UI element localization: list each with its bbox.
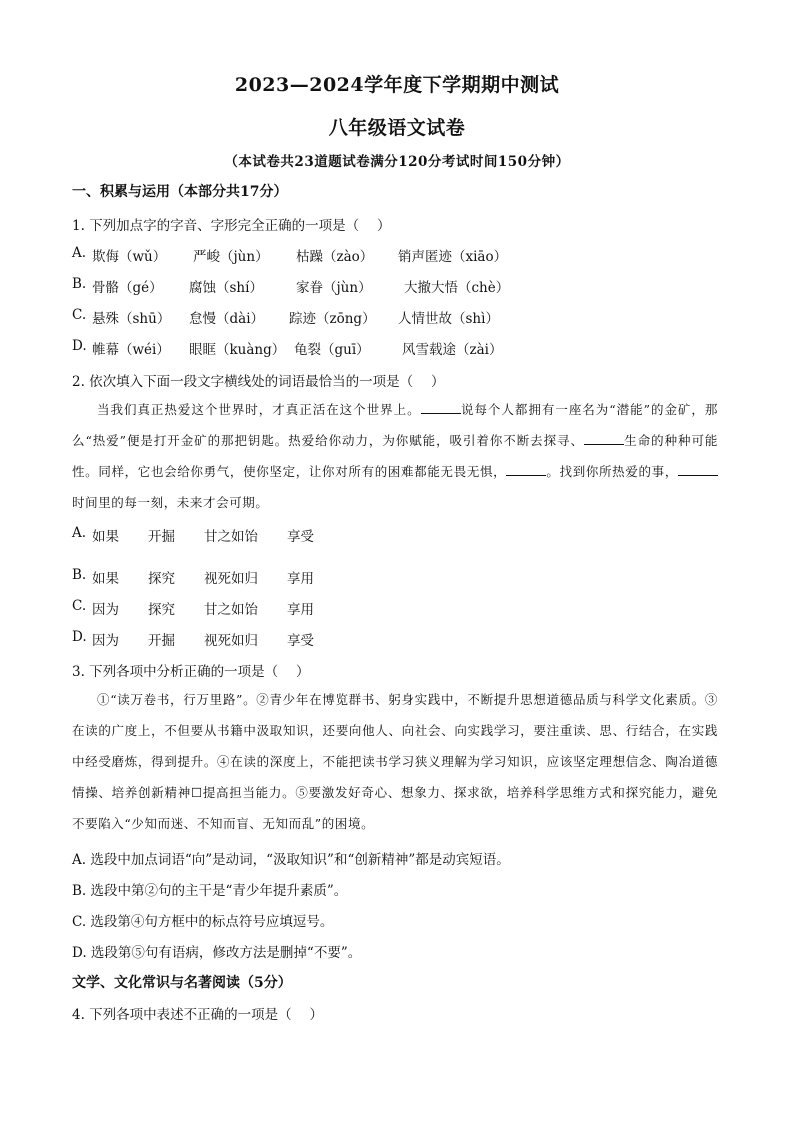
passage-text: 说每个人都拥有一座名为“潜能”的金矿，那么“热爱”便是打开金矿的那把钥匙。热爱给你动力，为你赋能，吸引着你不断去探寻、 (72, 402, 718, 448)
option-word: 因为 (92, 633, 119, 649)
fill-blank-3 (506, 464, 546, 476)
option-word: 甘之如饴 (204, 529, 258, 545)
option-word: 开掘 (148, 529, 175, 545)
option-word: 怠慢（dài） (189, 311, 265, 327)
section-heading-1: 一、积累与运用（本部分共17分） (72, 184, 288, 200)
fill-blank-1 (421, 402, 461, 414)
option-word: 如果 (92, 529, 119, 545)
question-3-option-b: B. 选段中第②句的主干是“青少年提升素质”。 (72, 883, 348, 899)
option-word: 探究 (148, 602, 175, 618)
option-word: 悬殊（shū） (92, 311, 171, 327)
question-4-stem: 4. 下列各项中表述不正确的一项是（ ） (72, 1007, 323, 1023)
option-word: 探究 (148, 571, 175, 587)
option-word: 销声匿迹（xiāo） (398, 249, 508, 265)
passage-text: 生命的种种可能性。同样，它也会给你勇气，使你坚定，让你对所有的困难都能无畏无惧， (72, 433, 718, 479)
option-label: B. (72, 276, 87, 292)
option-label: C. (72, 598, 87, 614)
question-3-option-d: D. 选段第⑤句有语病，修改方法是删掉“不要”。 (72, 945, 362, 961)
question-3-option-c: C. 选段第④句方框中的标点符号应填逗号。 (72, 914, 334, 930)
option-word: 龟裂（guī） (294, 342, 370, 358)
option-label: B. (72, 567, 87, 583)
option-label: A. (72, 525, 87, 541)
question-2-passage (72, 394, 718, 518)
option-word: 家眷（jùn） (296, 280, 372, 296)
question-3-stem: 3. 下列各项中分析正确的一项是（ ） (72, 664, 310, 680)
option-word: 帷幕（wéi） (92, 342, 170, 358)
passage-text: 。找到你所热爱的事， (546, 464, 678, 479)
option-label: D. (72, 338, 87, 354)
option-word: 踪迹（zōng） (289, 311, 376, 327)
option-word: 享受 (287, 633, 314, 649)
fill-blank-4 (678, 464, 718, 476)
question-2-stem: 2. 依次填入下面一段文字横线处的词语最恰当的一项是（ ） (72, 374, 445, 390)
option-word: 严峻（jùn） (193, 249, 269, 265)
option-word: 人情世故（shì） (398, 311, 499, 327)
option-word: 开掘 (148, 633, 175, 649)
exam-note: （本试卷共23道题试卷满分120分考试时间150分钟） (224, 154, 570, 170)
section-heading-2: 文学、文化常识与名著阅读（5分） (72, 975, 292, 991)
option-word: 眼眶（kuàng） (189, 342, 286, 358)
question-1-stem: 1. 下列加点字的字音、字形完全正确的一项是（ ） (72, 218, 391, 234)
option-word: 腐蚀（shí） (189, 280, 263, 296)
option-label: C. (72, 307, 87, 323)
option-word: 欺侮（wǔ） (92, 249, 167, 265)
option-word: 枯躁（zào） (296, 249, 374, 265)
question-3-option-a: A. 选段中加点词语“向”是动词，“汲取知识”和“创新精神”都是动宾短语。 (72, 852, 510, 868)
fill-blank-2 (584, 433, 624, 445)
option-word: 如果 (92, 571, 119, 587)
option-word: 风雪载途（zài） (402, 342, 503, 358)
option-word: 享用 (287, 571, 314, 587)
option-word: 视死如归 (204, 633, 258, 649)
option-label: D. (72, 629, 87, 645)
passage-text: 时间里的每一刻，未来才会可期。 (72, 495, 269, 510)
option-word: 大撤大悟（chè） (404, 280, 510, 296)
option-word: 享受 (287, 529, 314, 545)
exam-subtitle: 八年级语文试卷 (328, 117, 466, 139)
option-word: 视死如归 (204, 571, 258, 587)
option-word: 甘之如饴 (204, 602, 258, 618)
exam-title: 2023—2024学年度下学期期中测试 (234, 74, 560, 96)
option-word: 享用 (287, 602, 314, 618)
option-word: 因为 (92, 602, 119, 618)
option-label: A. (72, 245, 87, 261)
passage-text: 当我们真正热爱这个世界时，才真正活在这个世界上。 (97, 402, 421, 417)
option-word: 骨骼（gé） (92, 280, 163, 296)
question-3-passage: ①“读万卷书，行万里路”。②青少年在博览群书、躬身实践中，不断提升思想道德品质与科学文化素质。③在读的广度上，不但要从书籍中汲取知识，还要向他人、向社会、向实践学习，要注重读、思、行结合，在实践中经受磨炼，得到提升。④在读的深度上，不能把读书学习狭义理解为学习知识，应该坚定理想信念、陶冶道德情操、培养创新精神☐提高担当能力。⑤要激发好奇心、想象力、探求欲，培养科学思维方式和探究能力，避免不要陷入“少知而迷、不知而盲、无知而乱”的困境。 (72, 692, 718, 831)
